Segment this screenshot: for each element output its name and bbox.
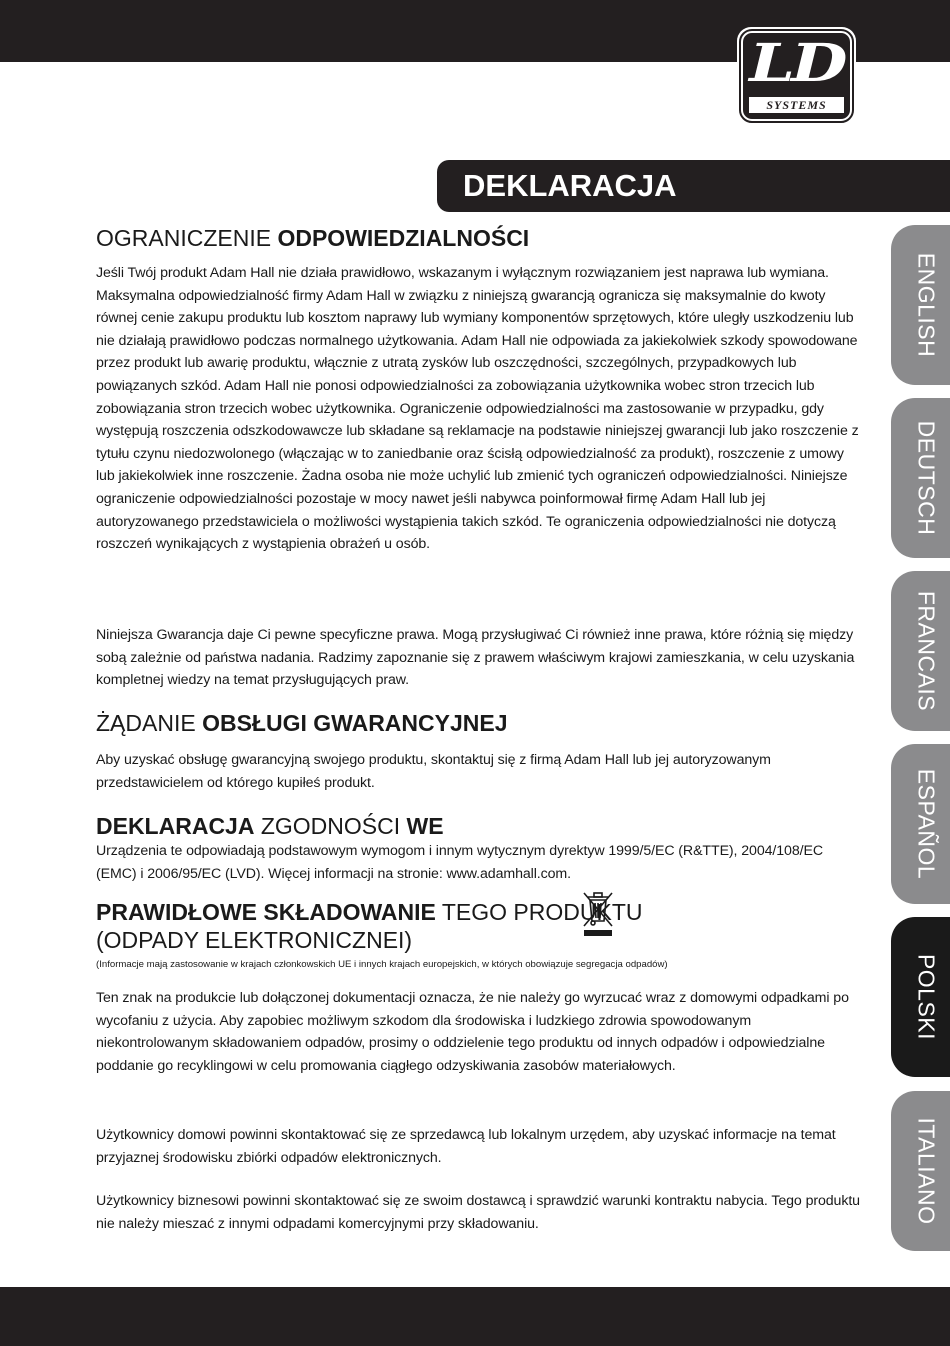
page-title: DEKLARACJA — [463, 168, 677, 203]
ld-systems-logo — [737, 27, 856, 125]
tab-english-label: ENGLISH — [913, 252, 940, 358]
limitation-paragraph-2: Niniejsza Gwarancja daje Ci pewne specyficzne prawa. Mogą przysługiwać Ci również inne prawa, które różnią się między sobą zależnie od państwa nadania. Radzimy zapoznanie się z prawem właściwym krajowi zamieszkania, w celu uzyskania kompletnej wiedzy na temat przysługujących praw. — [96, 627, 855, 689]
tab-polski[interactable] — [891, 917, 950, 1077]
tab-espanol[interactable] — [891, 744, 950, 904]
disposal-note: (Informacje mają zastosowanie w krajach członkowskich UE i innych krajach europejskich, w których obowiązuje segregacja odpadów) — [96, 959, 668, 970]
disposal-paragraph-3: Użytkownicy biznesowi powinni skontaktować się ze swoim dostawcą i sprawdzić warunki kontraktu nabycia. Tego produktu nie należy mieszać z innymi odpadami komercyjnymi przy składowaniu. — [96, 1193, 860, 1232]
tab-polski-label: POLSKI — [913, 953, 940, 1041]
limitation-heading: OGRANICZENIE ODPOWIEDZIALNOŚCI — [96, 225, 530, 251]
conformity-paragraph: Urządzenia te odpowiadają podstawowym wymogom i innym wytycznym dyrektyw 1999/5/EC (R&TTE), 2004/108/EC (EMC) i 2006/95/EC (LVD). Więcej informacji na stronie: www.adamhall.com. — [96, 843, 823, 882]
disposal-paragraph-2: Użytkownicy domowi powinni skontaktować się ze sprzedawcą lub lokalnym urzędem, aby uzyskać informacje na temat przyjaznej środowisku zbiórki odpadów elektronicznych. — [96, 1127, 836, 1166]
limitation-paragraph-1: Jeśli Twój produkt Adam Hall nie działa prawidłowo, wskazanym i wyłącznym rozwiązaniem jest naprawa lub wymiana. Maksymalna odpowiedzialność firmy Adam Hall w związku z niniejszą gwarancją ogranicza się maksymalnie do kwoty równej cenie zakupu produktu lub kosztom naprawy lub wymiany komponentów sprzętowych, które uległy uszkodzeniu lub nie działają prawidłowo podczas normalnego użytkowania. Adam Hall nie odpowiada za jakiekolwiek szkody spowodowane przez produkt lub awarię produktu, włącznie z utratą zysków lub oszczędności, szczególnych, przypadkowych lub powiązanych szkód. Adam Hall nie ponosi odpowiedzialności za zobowiązania użytkownika wobec stron trzecich lub zobowiązania stron trzecich wobec użytkownika. Ograniczenie odpowiedzialności ma zastosowanie w przypadku, gdy występują roszczenia odszkodowawcze lub składane są reklamacje na podstawie niniejszej gwarancji lub jako roszczenie z tytułu czynu niedozwolonego (włączając w to zaniedbanie oraz ścisłą odpowiedzialność za produkt), roszczenie z umowy lub jakiekolwiek inne roszczenie. Żadna osoba nie może uchylić lub zmienić tych ograniczeń odpowiedzialności. Niniejsze ograniczenie odpowiedzialności pozostaje w mocy nawet jeśli nabywca poinformował firmę Adam Hall lub jej autoryzowanego przedstawiciela o możliwości wystąpienia takich szkód. Te ograniczenia odpowiedzialności nie dotyczą roszczeń wynikających z wystąpienia obrażeń u osób. — [96, 265, 859, 553]
warranty-heading: ŻĄDANIE OBSŁUGI GWARANCYJNEJ — [96, 710, 508, 736]
conformity-heading: DEKLARACJA ZGODNOŚCI WE — [96, 813, 444, 839]
disposal-heading: PRAWIDŁOWE SKŁADOWANIE TEGO PRODUKTU — [96, 899, 643, 925]
tab-english[interactable] — [891, 225, 950, 385]
weee-bin-icon — [581, 890, 615, 938]
tab-francais[interactable] — [891, 571, 950, 731]
warranty-paragraph: Aby uzyskać obsługę gwarancyjną swojego produktu, skontaktuj się z firmą Adam Hall lub jej autoryzowanym przedstawicielem od którego kupiłeś produkt. — [96, 752, 771, 791]
page-title-band — [437, 160, 950, 212]
bottom-bar — [0, 1287, 950, 1346]
disposal-heading-line2: (ODPADY ELEKTRONICZNEI) — [96, 927, 413, 953]
logo-ld-text: LD — [749, 33, 844, 94]
tab-italiano[interactable] — [891, 1091, 950, 1251]
logo-systems-text: SYSTEMS — [749, 97, 844, 113]
disposal-paragraph-1: Ten znak na produkcie lub dołączonej dokumentacji oznacza, że nie należy go wyrzucać wraz z domowymi odpadkami po wycofaniu z użycia. Aby zapobiec możliwym szkodom dla środowiska i ludzkiego zdrowia spowodowanym niekontrolowanym składowaniem odpadów, prosimy o oddzielenie tego produktu od innych odpadów i odpowiedzialne poddanie go recyklingowi w celu promowania ciągłego odzyskiwania zasobów materiałowych. — [96, 990, 849, 1074]
tab-espanol-label: ESPAÑOL — [913, 768, 940, 880]
tab-deutsch[interactable] — [891, 398, 950, 558]
tab-deutsch-label: DEUTSCH — [913, 420, 940, 536]
tab-francais-label: FRANCAIS — [913, 590, 940, 712]
tab-italiano-label: ITALIANO — [913, 1117, 940, 1225]
